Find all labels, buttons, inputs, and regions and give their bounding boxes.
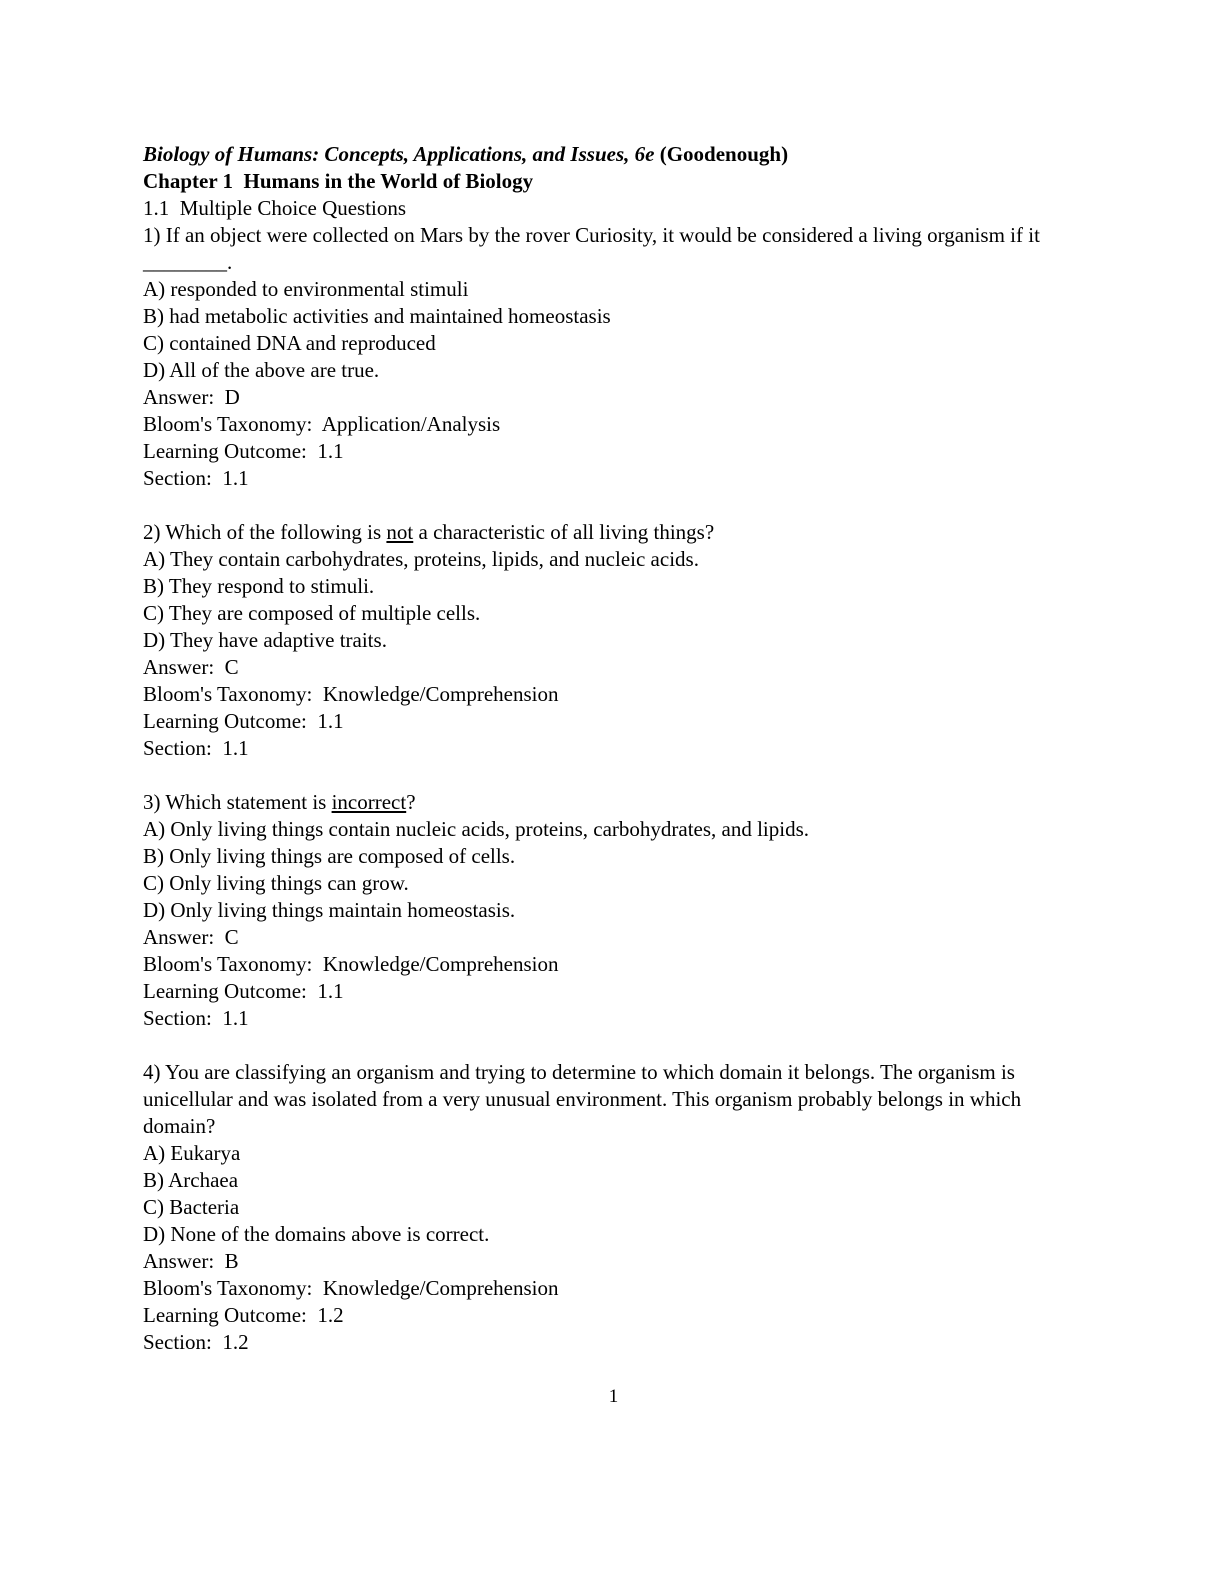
question-meta: Answer: B bbox=[143, 1249, 239, 1273]
question-stem bbox=[143, 222, 1084, 276]
question-stem bbox=[143, 789, 1084, 816]
stem-text: 2) Which of the following is bbox=[143, 520, 387, 544]
question-1 bbox=[143, 222, 1084, 492]
answer-choice: A) Only living things contain nucleic acids, proteins, carbohydrates, and lipids. bbox=[143, 817, 810, 841]
question-4 bbox=[143, 1059, 1084, 1356]
question-meta: Section: 1.1 bbox=[143, 1006, 249, 1030]
question-meta: Learning Outcome: 1.2 bbox=[143, 1303, 344, 1327]
question-meta: Bloom's Taxonomy: Knowledge/Comprehension bbox=[143, 952, 559, 976]
questions-list bbox=[143, 222, 1084, 1356]
answer-choice: C) They are composed of multiple cells. bbox=[143, 601, 481, 625]
stem-text: 3) Which statement is bbox=[143, 790, 332, 814]
answer-choice: B) Only living things are composed of cells. bbox=[143, 844, 516, 868]
answer-choice: D) Only living things maintain homeostasis. bbox=[143, 898, 516, 922]
answer-choice: C) Only living things can grow. bbox=[143, 871, 409, 895]
answer-choice: C) contained DNA and reproduced bbox=[143, 331, 436, 355]
question-meta: Bloom's Taxonomy: Knowledge/Comprehension bbox=[143, 682, 559, 706]
answer-choice: B) They respond to stimuli. bbox=[143, 574, 375, 598]
chapter-heading: Chapter 1 Humans in the World of Biology bbox=[143, 169, 534, 193]
answer-choice: B) Archaea bbox=[143, 1168, 239, 1192]
question-meta: Section: 1.2 bbox=[143, 1330, 249, 1354]
book-title-line bbox=[143, 141, 1084, 168]
answer-choice: D) They have adaptive traits. bbox=[143, 628, 387, 652]
question-meta: Section: 1.1 bbox=[143, 736, 249, 760]
question-2 bbox=[143, 519, 1084, 762]
answer-choice: A) responded to environmental stimuli bbox=[143, 277, 469, 301]
answer-choice: B) had metabolic activities and maintained homeostasis bbox=[143, 304, 611, 328]
question-meta: Learning Outcome: 1.1 bbox=[143, 979, 344, 1003]
question-meta: Bloom's Taxonomy: Application/Analysis bbox=[143, 412, 501, 436]
question-meta: Answer: C bbox=[143, 655, 239, 679]
stem-underlined-text: not bbox=[386, 520, 414, 544]
stem-text: a characteristic of all living things? bbox=[413, 520, 715, 544]
stem-text: 1) If an object were collected on Mars by the rover Curiosity, it would be considered a living organism if it ________. bbox=[143, 223, 1046, 274]
question-meta: Section: 1.1 bbox=[143, 466, 249, 490]
question-3 bbox=[143, 789, 1084, 1032]
section-heading: 1.1 Multiple Choice Questions bbox=[143, 196, 407, 220]
question-meta: Learning Outcome: 1.1 bbox=[143, 439, 344, 463]
page-number: 1 bbox=[608, 1386, 619, 1407]
answer-choice: D) All of the above are true. bbox=[143, 358, 380, 382]
question-meta: Learning Outcome: 1.1 bbox=[143, 709, 344, 733]
answer-choice: C) Bacteria bbox=[143, 1195, 240, 1219]
stem-text: ? bbox=[406, 790, 416, 814]
stem-underlined-text: incorrect bbox=[331, 790, 407, 814]
question-meta: Answer: C bbox=[143, 925, 239, 949]
question-meta: Bloom's Taxonomy: Knowledge/Comprehension bbox=[143, 1276, 559, 1300]
book-author: (Goodenough) bbox=[654, 142, 789, 166]
book-title: Biology of Humans: Concepts, Applications, and Issues, 6e bbox=[143, 142, 655, 166]
question-stem bbox=[143, 519, 1084, 546]
answer-choice: A) Eukarya bbox=[143, 1141, 241, 1165]
stem-text: 4) You are classifying an organism and trying to determine to which domain it belongs. The organism is unicellular and was isolated from a very unusual environment. This organism probably belongs in which domain? bbox=[143, 1060, 1027, 1138]
question-stem bbox=[143, 1059, 1084, 1140]
answer-choice: A) They contain carbohydrates, proteins, lipids, and nucleic acids. bbox=[143, 547, 699, 571]
question-meta: Answer: D bbox=[143, 385, 240, 409]
answer-choice: D) None of the domains above is correct. bbox=[143, 1222, 490, 1246]
